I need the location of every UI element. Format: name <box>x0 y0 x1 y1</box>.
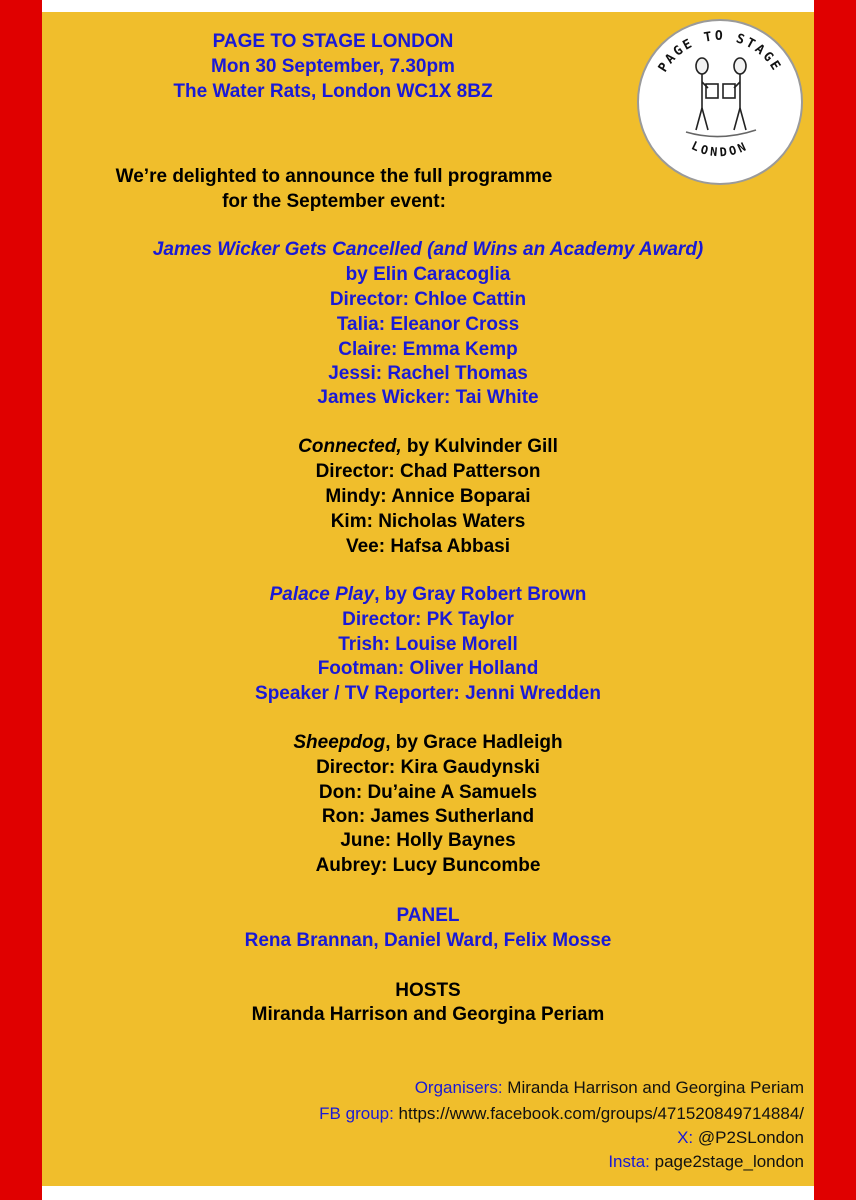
footer-x <box>677 1127 804 1149</box>
play-byline: by Elin Caracoglia <box>345 264 511 285</box>
play-byline: , by Grace Hadleigh <box>385 732 563 753</box>
footer-value: Miranda Harrison and Georgina Periam <box>502 1078 804 1097</box>
event-venue: The Water Rats, London WC1X 8BZ <box>173 81 493 102</box>
event-date: Mon 30 September, 7.30pm <box>211 56 455 77</box>
hosts-names: Miranda Harrison and Georgina Periam <box>251 1004 605 1025</box>
intro-line-1: We’re delighted to announce the full programme <box>115 166 553 187</box>
credit-line: Ron: James Sutherland <box>321 806 535 827</box>
credit-line: Director: Chad Patterson <box>315 461 541 482</box>
credit-line: Speaker / TV Reporter: Jenni Wredden <box>255 683 601 704</box>
credit-line: June: Holly Baynes <box>340 830 516 851</box>
credit-line: Don: Du’aine A Samuels <box>318 782 538 803</box>
intro-line-2: for the September event: <box>222 191 446 212</box>
credit-line: Vee: Hafsa Abbasi <box>345 536 511 557</box>
footer-value: page2stage_london <box>649 1152 804 1171</box>
play-heading <box>0 731 856 755</box>
credit-line: Jessi: Rachel Thomas <box>328 363 528 384</box>
credit-line: Director: PK Taylor <box>342 609 514 630</box>
footer-label: X: <box>677 1128 694 1147</box>
panel-heading: PANEL <box>396 905 460 926</box>
footer-fb-group <box>319 1103 804 1125</box>
panel-names: Rena Brannan, Daniel Ward, Felix Mosse <box>244 930 612 951</box>
page-to-stage-logo <box>636 18 804 186</box>
footer-label: Insta: <box>608 1152 650 1171</box>
play-byline: by Kulvinder Gill <box>401 436 558 457</box>
footer-organisers <box>415 1077 804 1099</box>
logo-text-top: PAGE TO STAGE <box>655 29 785 76</box>
hosts-heading: HOSTS <box>395 980 461 1001</box>
credit-line: Mindy: Annice Boparai <box>325 486 531 507</box>
play-title: Palace Play <box>269 584 375 605</box>
event-title: PAGE TO STAGE LONDON <box>212 31 454 52</box>
footer-value: @P2SLondon <box>693 1128 804 1147</box>
credit-line: Talia: Eleanor Cross <box>336 314 520 335</box>
footer-insta <box>608 1151 804 1173</box>
credit-line: Kim: Nicholas Waters <box>330 511 526 532</box>
credit-line: Footman: Oliver Holland <box>317 658 539 679</box>
footer-value: https://www.facebook.com/groups/471520849714884/ <box>393 1104 804 1123</box>
credit-line: Claire: Emma Kemp <box>338 339 518 360</box>
white-border-bottom <box>42 1186 814 1200</box>
credit-line: Aubrey: Lucy Buncombe <box>315 855 541 876</box>
footer-label: Organisers: <box>414 1078 503 1097</box>
play-heading <box>0 583 856 607</box>
play-heading <box>0 435 856 459</box>
play-title: James Wicker Gets Cancelled (and Wins an Academy Award) <box>152 239 704 260</box>
credit-line: James Wicker: Tai White <box>317 387 539 408</box>
play-title: Sheepdog <box>293 732 386 753</box>
footer-label: FB group: <box>319 1104 394 1123</box>
credit-line: Director: Kira Gaudynski <box>316 757 540 778</box>
white-border-top <box>42 0 814 12</box>
logo-text-bottom: LONDON <box>689 138 751 160</box>
credit-line: Director: Chloe Cattin <box>329 289 527 310</box>
play-byline: , by Gray Robert Brown <box>374 584 587 605</box>
play-title: Connected, <box>298 436 402 457</box>
credit-line: Trish: Louise Morell <box>338 634 518 655</box>
